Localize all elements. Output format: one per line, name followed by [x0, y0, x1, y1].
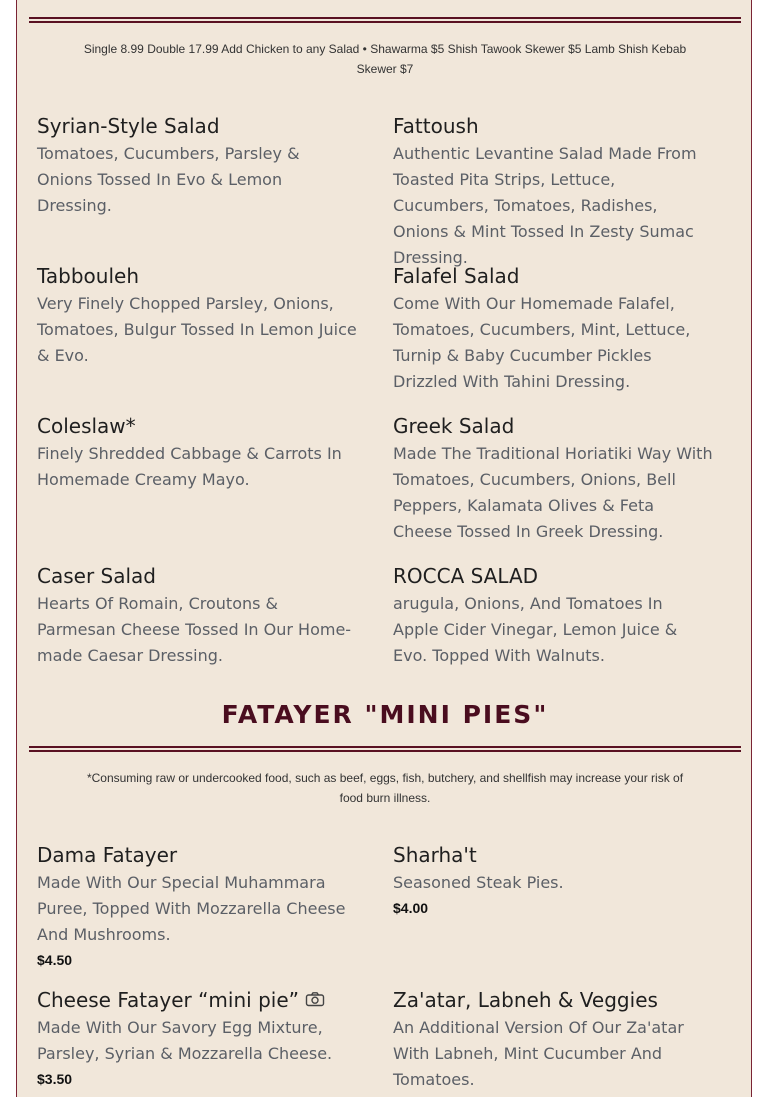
- item-name: Za'atar, Labneh & Veggies: [393, 988, 658, 1012]
- item-name: Syrian-Style Salad: [37, 114, 220, 138]
- divider-fatayer: [29, 746, 741, 752]
- menu-item-caser-salad[interactable]: [37, 563, 357, 669]
- item-price: $4.00: [393, 900, 429, 916]
- item-name: Caser Salad: [37, 564, 156, 588]
- item-description: Made With Our Savory Egg Mixture, Parsley, Syrian & Mozzarella Cheese.: [37, 1018, 333, 1063]
- item-name: Greek Salad: [393, 414, 515, 438]
- item-name: ROCCA SALAD: [393, 564, 539, 588]
- raw-food-warning: *Consuming raw or undercooked food, such as beef, eggs, fish, butchery, and shellfish may increase your risk of food burn illness.: [86, 771, 684, 805]
- menu-item-coleslaw[interactable]: [37, 413, 357, 493]
- item-name-row: [37, 987, 357, 1013]
- item-name: Coleslaw*: [37, 414, 136, 438]
- section-title-fatayer: FATAYER "MINI PIES": [221, 700, 549, 729]
- item-description: An Additional Version Of Our Za'atar With Labneh, Mint Cucumber And Tomatoes.: [393, 1018, 684, 1089]
- item-name: Dama Fatayer: [37, 843, 178, 867]
- menu-page: [16, 0, 752, 1097]
- item-description: Hearts Of Romain, Croutons & Parmesan Cheese Tossed In Our Home-made Caesar Dressing.: [37, 594, 352, 665]
- item-description: Made With Our Special Muhammara Puree, Topped With Mozzarella Cheese And Mushrooms.: [37, 873, 346, 944]
- item-description: arugula, Onions, And Tomatoes In Apple Cider Vinegar, Lemon Juice & Evo. Topped With Walnuts.: [393, 594, 678, 665]
- item-price: $3.50: [37, 1071, 73, 1087]
- item-name: Cheese Fatayer “mini pie”: [37, 988, 299, 1012]
- menu-item-tabbouleh[interactable]: [37, 263, 357, 369]
- menu-item-sharhat[interactable]: [393, 842, 713, 918]
- item-description: Finely Shredded Cabbage & Carrots In Homemade Creamy Mayo.: [37, 444, 342, 489]
- menu-item-greek-salad[interactable]: [393, 413, 713, 545]
- item-description: Authentic Levantine Salad Made From Toasted Pita Strips, Lettuce, Cucumbers, Tomatoes, Radishes, Onions & Mint Tossed In Zesty Sumac Dressing.: [393, 144, 697, 267]
- menu-item-fattoush[interactable]: [393, 113, 713, 271]
- item-price: $4.50: [37, 952, 73, 968]
- item-name: Fattoush: [393, 114, 479, 138]
- camera-icon[interactable]: [305, 987, 325, 1013]
- item-description: Come With Our Homemade Falafel, Tomatoes, Cucumbers, Mint, Lettuce, Turnip & Baby Cucumber Pickles Drizzled With Tahini Dressing.: [393, 294, 691, 391]
- item-name: Falafel Salad: [393, 264, 520, 288]
- menu-item-syrian-salad[interactable]: [37, 113, 357, 219]
- menu-item-falafel-salad[interactable]: [393, 263, 713, 395]
- menu-item-zaatar-labneh[interactable]: [393, 987, 713, 1093]
- item-name: Tabbouleh: [37, 264, 140, 288]
- menu-item-dama-fatayer[interactable]: [37, 842, 357, 970]
- salad-addon-note: Single 8.99 Double 17.99 Add Chicken to any Salad • Shawarma $5 Shish Tawook Skewer $5 Lamb Shish Kebab Skewer $7: [83, 42, 687, 76]
- divider-top: [29, 17, 741, 23]
- item-description: Tomatoes, Cucumbers, Parsley & Onions Tossed In Evo & Lemon Dressing.: [37, 144, 300, 215]
- menu-item-cheese-fatayer[interactable]: [37, 987, 357, 1089]
- item-name: Sharha't: [393, 843, 477, 867]
- item-description: Very Finely Chopped Parsley, Onions, Tomatoes, Bulgur Tossed In Lemon Juice & Evo.: [37, 294, 357, 365]
- item-description: Seasoned Steak Pies.: [393, 873, 564, 892]
- menu-item-rocca-salad[interactable]: [393, 563, 713, 669]
- item-description: Made The Traditional Horiatiki Way With Tomatoes, Cucumbers, Onions, Bell Peppers, Kalamata Olives & Feta Cheese Tossed In Greek Dressing.: [393, 444, 713, 541]
